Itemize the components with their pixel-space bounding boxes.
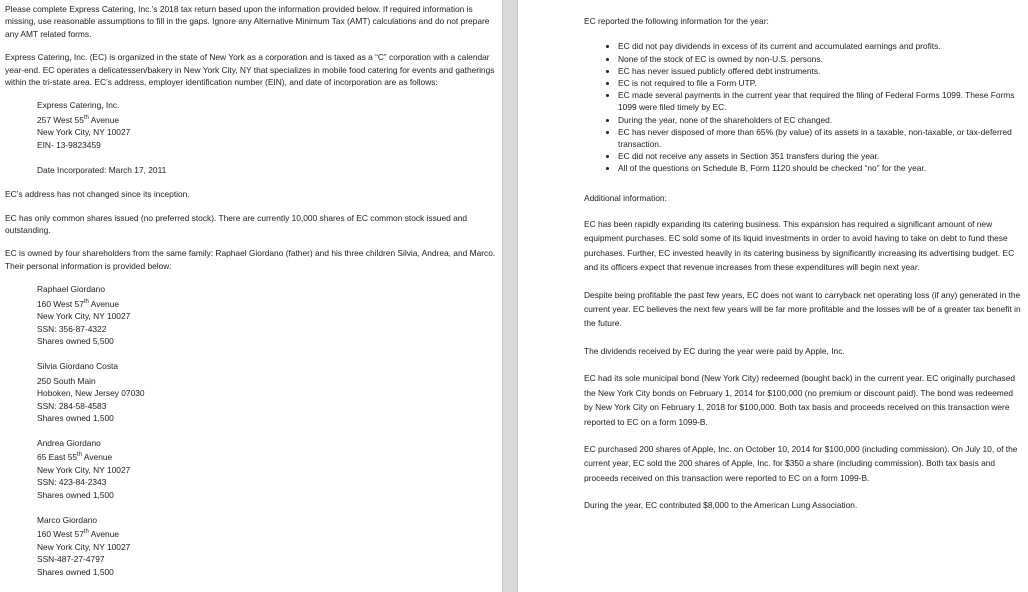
reported-bullet-item: • EC did not receive any assets in Section 351 transfers during the year. [618,150,1022,162]
shareholder-shares: Shares owned 1,500 [37,489,114,500]
reported-bullet-item: • EC is not required to file a Form UTP. [618,77,1022,89]
address-note: EC’s address has not changed since its inception. [5,189,190,200]
shareholder-ssn: SSN: 423-84-2343 [37,477,107,488]
page-gutter [502,0,518,592]
shareholder-street: 250 South Main [37,375,96,386]
left-page [0,0,502,592]
shareholder-name: Marco Giordano [37,514,98,525]
shareholder-name: Raphael Giordano [37,284,105,295]
shareholder-ssn: SSN: 284-58-4583 [37,400,107,411]
company-incorporated: Date Incorporated: March 17, 2011 [37,164,167,175]
additional-paragraph: The dividends received by EC during the year were paid by Apple, Inc. [584,345,845,356]
shareholder-shares: Shares owned 5,500 [37,336,114,347]
intro-paragraph: Please complete Express Catering, Inc.’s 2018 tax return based upon the information provided below. If required information is missing, use reasonable assumptions to fill in the gaps. Ignore any Alternative Minimum Tax (AMT) calculations and do not prepare any AMT related forms. [5,4,490,39]
additional-paragraph: EC purchased 200 shares of Apple, Inc. on October 10, 2014 for $100,000 (including commission). On July 10, of the current year, EC sold the 200 shares of Apple, Inc. for $350 a share (including commission). Both tax basis and proceeds received on this transaction were reported to EC on a form 1099-B. [584,443,1018,483]
shareholder-block [37,437,496,502]
shareholder-block [37,283,496,348]
reported-bullet-item: • EC made several payments in the current year that required the filing of Federal Forms 1099. These Forms 1099 were filed timely by EC. [618,89,1022,113]
shareholder-street: 160 West 57th Avenue [37,528,120,539]
shareholder-name: Silvia Giordano Costa [37,361,118,371]
company-street: 257 West 55th Avenue [37,114,120,125]
right-page [518,0,1028,592]
shares-note: EC has only common shares issued (no preferred stock). There are currently 10,000 shares of EC common stock issued and outstanding. [5,212,468,236]
additional-paragraph: Despite being profitable the past few years, EC does not want to carryback net operating loss (if any) generated in the current year. EC believes the next few years will be far more profitable and the losses will be of a greater tax benefit in the future. [584,289,1021,329]
shareholder-block [37,360,496,425]
additional-paragraph: EC had its sole municipal bond (New York City) redeemed (bought back) in the current year. EC originally purchased the New York City bonds on February 1, 2014 for $100,000 (no premium or discount paid). The bond was redeemed by New York City on February 1, 2018 for $100,000. Both tax basis and proceeds received on this transaction were reported to EC on a form 1099-B. [584,373,1016,427]
additional-paragraph: During the year, EC contributed $8,000 to the American Lung Association. [584,500,858,511]
shareholder-city: New York City, NY 10027 [37,541,131,552]
shareholder-ssn: SSN: 356-87-4322 [37,323,107,334]
reported-bullet-list [584,40,1022,174]
company-name: Express Catering, Inc. [37,100,120,111]
company-address-block [37,99,496,176]
company-city: New York City, NY 10027 [37,127,131,138]
shareholder-ssn: SSN-487-27-4797 [37,554,105,565]
reported-bullet-item: • During the year, none of the shareholders of EC changed. [618,114,1022,126]
additional-paragraphs [584,217,1022,513]
additional-heading: Additional information: [584,192,667,203]
shareholder-city: Hoboken, New Jersey 07030 [37,387,145,398]
reported-bullet-item: • All of the questions on Schedule B, Form 1120 should be checked “no” for the year. [618,162,1022,174]
shareholder-shares: Shares owned 1,500 [37,413,114,424]
shareholder-name: Andrea Giordano [37,437,101,448]
shareholder-block [37,514,496,579]
additional-paragraph: EC has been rapidly expanding its catering business. This expansion has required a significant amount of new equipment purchases. EC sold some of its liquid investments in order to avoid having to take on debt to fund these purchases. Further, EC invested heavily in its catering business by significantly increasing its advertising budget. EC and its officers expect that revenue increases from these expenditures will begin next year. [584,219,1015,273]
shareholder-list [5,283,496,578]
shareholder-street: 65 East 55th Avenue [37,452,113,463]
organization-paragraph: Express Catering, Inc. (EC) is organized in the state of New York as a corporation and is taxed as a “C” corporation with a calendar year-end. EC operates a delicatessen/bakery in New York City, NY that specializes in mobile food catering for events and gatherings within the tri-state area. EC’s address, employer identification number (EIN), and date of incorporation are as follows: [5,52,495,88]
owners-note: EC is owned by four shareholders from the same family: Raphael Giordano (father) and his three children Silvia, Andrea, and Marco. Their personal information is provided below: [5,248,496,271]
shareholder-street: 160 West 57th Avenue [37,298,120,309]
reported-heading: EC reported the following information for the year: [584,16,769,26]
shareholder-city: New York City, NY 10027 [37,311,131,322]
shareholder-city: New York City, NY 10027 [37,464,131,475]
shareholder-shares: Shares owned 1,500 [37,566,114,577]
company-ein: EIN- 13-9823459 [37,140,101,151]
reported-bullet-item: • EC has never disposed of more than 65% (by value) of its assets in a taxable, non-taxable, or tax-deferred transaction. [618,126,1022,150]
reported-bullet-item: • EC has never issued publicly offered debt instruments. [618,65,1022,77]
reported-bullet-item: • EC did not pay dividends in excess of its current and accumulated earnings and profits. [618,40,1022,52]
reported-bullet-item: • None of the stock of EC is owned by non-U.S. persons. [618,53,1022,65]
